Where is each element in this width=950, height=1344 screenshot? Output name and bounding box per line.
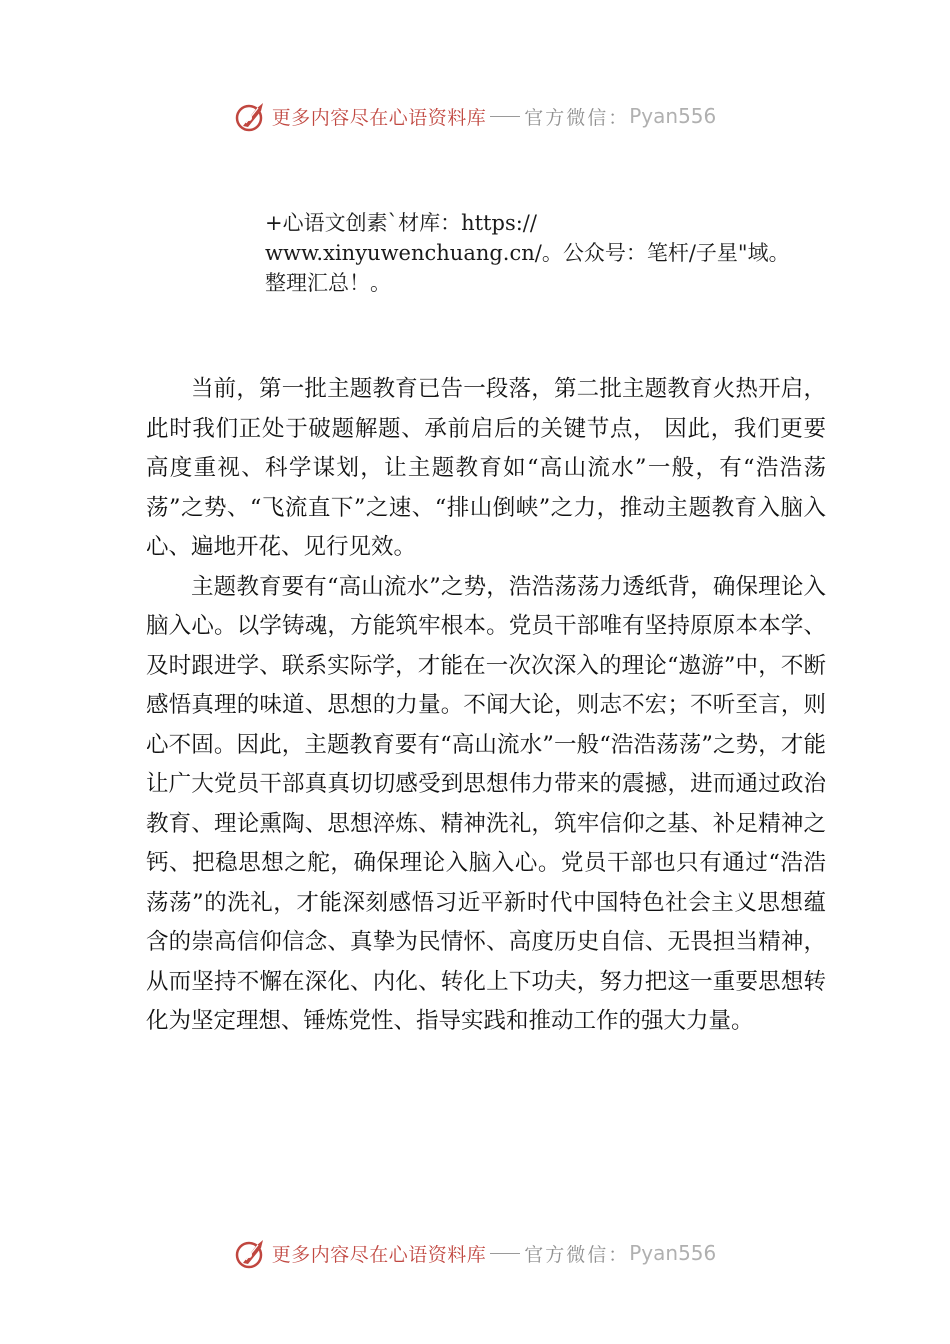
article-paragraph: 主题教育要有“高山流水”之势，浩浩荡荡力透纸背，确保理论入脑入心。以学铸魂，方能筑牢根本。党员干部唯有坚持原原本本学、及时跟进学、联系实际学，才能在一次次深入的理论“遨游”中，不断感悟真理的味道、思想的力量。不闻大论，则志不宏；不听至言，则心不固。因此，主题教育要有“高山流水”一般“浩浩荡荡”之势，才能让广大党员干部真真切切感受到思想伟力带来的震撼，进而通过政治教育、理论熏陶、思想淬炼、精神洗礼，筑牢信仰之基、补足精神之钙、把稳思想之舵，确保理论入脑入心。党员干部也只有通过“浩浩荡荡”的洗礼，才能深刻感悟习近平新时代中国特色社会主义思想蕴含的崇高信仰信念、真挚为民情怀、高度历史自信、无畏担当精神，从而坚持不懈在深化、内化、转化上下功夫，努力把这一重要思想转化为坚定理想、锤炼党性、指导实践和推动工作的强大力量。 (146, 573, 826, 1034)
banner-dash (490, 116, 520, 117)
article-body (146, 370, 826, 1042)
banner-dash (490, 1253, 520, 1254)
banner-main-text: 更多内容尽在心语资料库 (271, 1243, 487, 1266)
banner-wechat-id: Pyan556 (629, 104, 717, 128)
banner-label: 官方微信： (524, 1243, 630, 1266)
footer-banner (0, 1233, 950, 1273)
banner-main-text: 更多内容尽在心语资料库 (271, 106, 487, 129)
pen-nib-logo-icon (234, 99, 268, 133)
notice-line: www.xinyuwenchuang.cn/。公众号：笔杆/子星"域。 (265, 241, 790, 265)
notice-line: +心语文创素`材库：https:// (265, 211, 537, 235)
article-paragraph: 当前，第一批主题教育已告一段落，第二批主题教育火热开启，此时我们正处于破题解题、承前启后的关键节点， 因此，我们更要高度重视、科学谋划，让主题教育如“高山流水”一般，有“浩浩荡荡”之势、“飞流直下”之速、“排山倒峡”之力，推动主题教育入脑入心、遍地开花、见行见效。 (146, 376, 826, 560)
notice-line: 整理汇总！。 (265, 271, 391, 295)
banner-label: 官方微信： (524, 106, 630, 129)
header-banner (0, 96, 950, 136)
pen-nib-logo-icon (234, 1236, 268, 1270)
source-notice (265, 208, 865, 298)
banner-wechat-id: Pyan556 (629, 1241, 717, 1265)
